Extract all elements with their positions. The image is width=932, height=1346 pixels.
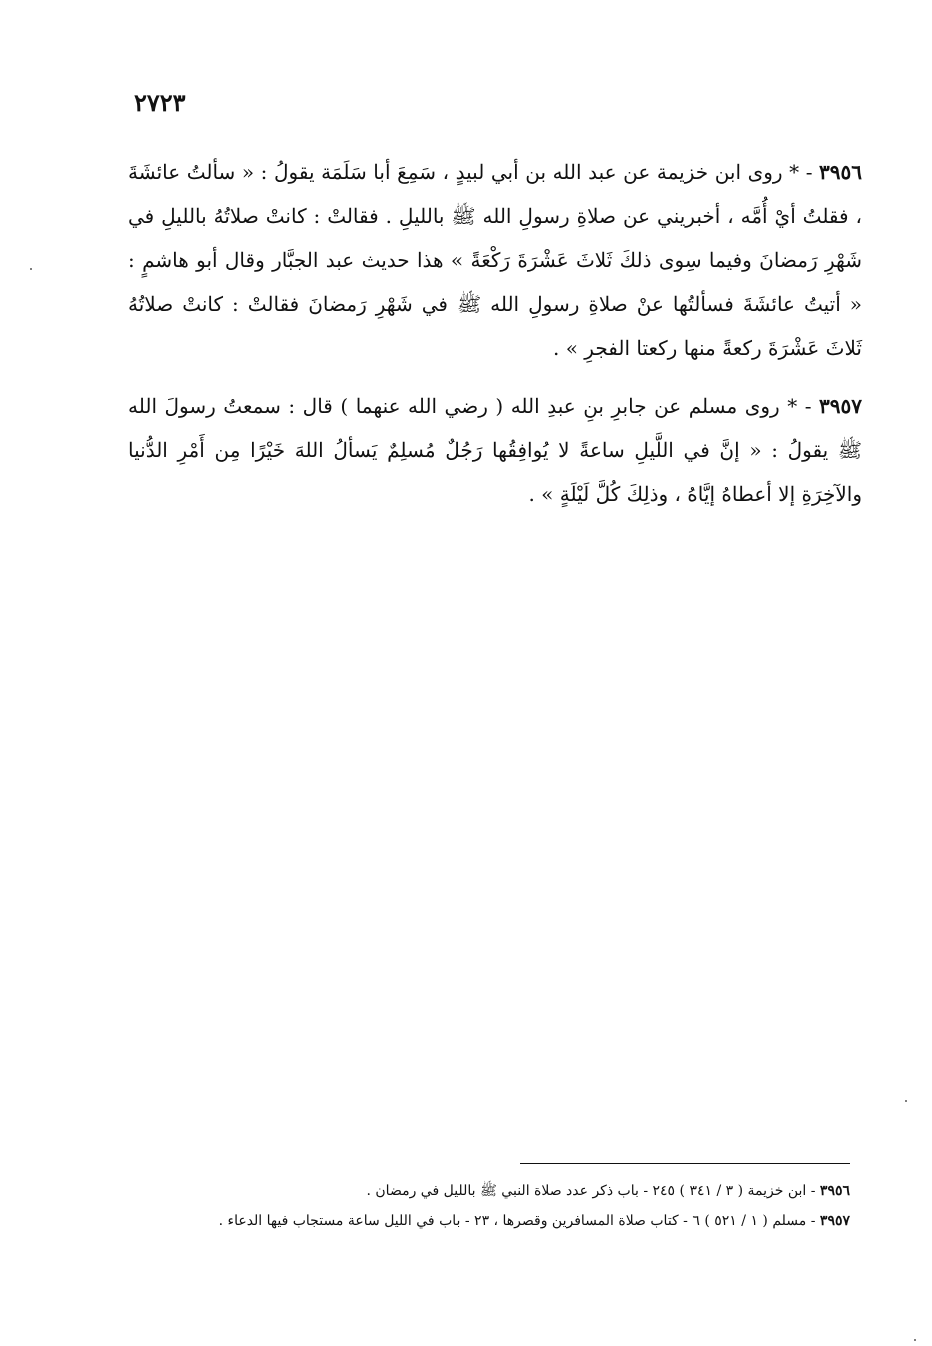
scan-speck [30, 268, 32, 270]
footnotes [160, 1176, 850, 1236]
hadith-text: - * روى ابن خزيمة عن عبد الله بن أبي لبيدٍ ، سَمِعَ أبا سَلَمَة يقولُ : « سألتُ عائشَةَ ، فقلتُ أيْ أُمَّه ، أخبريني عن صلاةِ رسولِ الله ﷺ بالليلِ . فقالتْ : كانتْ صلاتُهُ بالليلِ في شَهْرِ رَمضانَ وفيما سِوى ذلكَ ثَلاثَ عَشْرَةَ رَكْعَةً » هذا حديث عبد الجبَّار وقال أبو هاشمٍ : « أتيتُ عائشَةَ فسألتُها عنْ صلاةِ رسولِ الله ﷺ في شَهْرِ رَمضانَ فقالتْ : كانتْ صلاتُهُ ثَلاثَ عَشْرَةَ ركعةً منها ركعتا الفجرِ » . [128, 160, 862, 360]
footnote-item [160, 1206, 850, 1236]
scan-speck [914, 1339, 916, 1341]
hadith-entry-3957 [128, 384, 862, 516]
hadith-text: - * روى مسلم عن جابرِ بنِ عبدِ الله ( رضي الله عنهما ) قال : سمعتُ رسولَ الله ﷺ يقولُ : « إنَّ في اللَّيلِ ساعةً لا يُوافِقُها رَجُلٌ مُسلِمٌ يَسألُ اللهَ خَيْرًا مِن أَمْرِ الدُّنيا والآخِرَةِ إلا أعطاهُ إيَّاهُ ، وذلِكَ كُلَّ لَيْلَةٍ » . [128, 394, 862, 506]
footnote-divider [520, 1163, 850, 1164]
footnote-item [160, 1176, 850, 1206]
hadith-number: ٣٩٥٦ [819, 160, 863, 184]
hadith-entry-3956 [128, 150, 862, 370]
footnote-text: - مسلم ( ١ / ٥٢١ ) ٦ - كتاب صلاة المسافرين وقصرها ، ٢٣ - باب في الليل ساعة مستجاب فيها الدعاء . [218, 1213, 816, 1229]
footnote-number: ٣٩٥٧ [819, 1213, 850, 1229]
hadith-number: ٣٩٥٧ [819, 394, 862, 418]
footnote-number: ٣٩٥٦ [819, 1183, 850, 1199]
page-number: ٢٧٢٣ [134, 88, 186, 117]
scan-speck [905, 1100, 907, 1102]
footnote-text: - ابن خزيمة ( ٣ / ٣٤١ ) ٢٤٥ - باب ذكر عدد صلاة النبي ﷺ بالليل في رمضان . [366, 1183, 816, 1199]
